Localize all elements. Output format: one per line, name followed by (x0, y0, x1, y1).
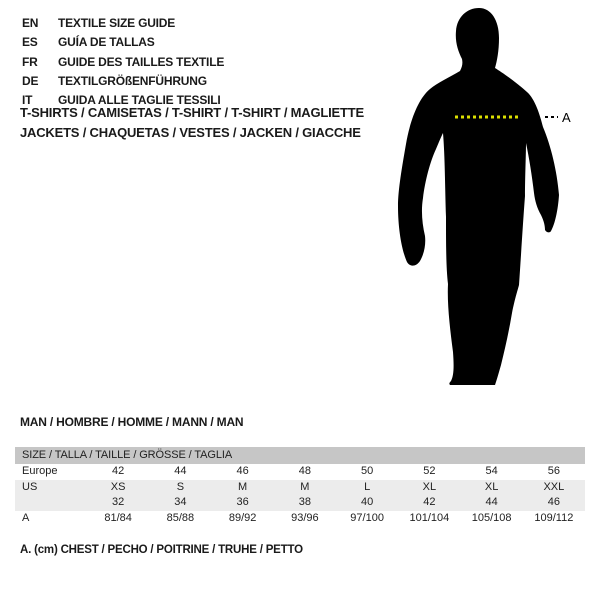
size-cell: 105/108 (471, 511, 512, 524)
size-cell: 54 (485, 465, 498, 477)
language-row (22, 33, 224, 52)
man-silhouette (398, 8, 559, 385)
language-label: GUÍA DE TALLAS (58, 35, 155, 50)
category-lines (20, 103, 364, 143)
row-label (15, 495, 87, 511)
size-cell: 44 (485, 496, 498, 508)
size-cell: XS (110, 480, 126, 493)
language-label: GUIDA ALLE TAGLIE TESSILI (58, 93, 221, 108)
chest-measure-label: A (562, 110, 571, 125)
size-cell: 81/84 (104, 511, 132, 524)
size-cell: 101/104 (409, 511, 450, 524)
size-cell: 109/112 (534, 511, 574, 524)
category-line: T-SHIRTS / CAMISETAS / T-SHIRT / T-SHIRT / MAGLIETTE (20, 105, 364, 120)
size-table-header: SIZE / TALLA / TAILLE / GRÖSSE / TAGLIA (15, 447, 585, 464)
language-code: EN (22, 16, 39, 30)
size-cell: 85/88 (166, 511, 195, 524)
size-cell: 46 (236, 465, 249, 477)
language-guide (22, 14, 224, 110)
size-cell: 34 (174, 496, 187, 508)
language-row (22, 72, 224, 91)
size-cell: 56 (547, 465, 560, 477)
row-label: A (22, 511, 30, 524)
size-cell: 89/92 (228, 511, 257, 524)
size-cell: L (364, 480, 371, 493)
size-table (15, 447, 585, 526)
size-table-body (15, 464, 585, 526)
size-cell: 93/96 (291, 511, 319, 524)
size-cell: 48 (298, 465, 311, 477)
size-cell: 44 (174, 465, 187, 477)
language-row (22, 53, 224, 72)
size-cell: 42 (112, 465, 125, 477)
size-cell: 42 (423, 496, 436, 508)
language-label: GUIDE DES TAILLES TEXTILE (58, 54, 225, 69)
size-cell: 50 (361, 465, 374, 477)
size-cell: M (238, 480, 248, 493)
language-code: DE (22, 73, 39, 88)
footnote-chest: A. (cm) CHEST / PECHO / POITRINE / TRUHE / PETTO (20, 544, 303, 556)
man-silhouette-figure (395, 4, 600, 388)
size-cell: S (176, 480, 185, 493)
category-line: JACKETS / CHAQUETAS / VESTES / JACKEN / GIACCHE (20, 125, 361, 140)
size-cell: XL (484, 480, 499, 493)
language-code: IT (22, 93, 33, 108)
section-title-man: MAN / HOMBRE / HOMME / MANN / MAN (20, 415, 244, 429)
size-cell: 52 (423, 465, 436, 477)
table-row (15, 511, 585, 527)
language-row (22, 14, 224, 33)
table-row (15, 464, 585, 480)
language-label: TEXTILGRÖßENFÜHRUNG (58, 73, 207, 88)
size-cell: XL (422, 480, 437, 493)
size-table-grid (15, 464, 585, 526)
size-cell: 46 (547, 496, 560, 508)
size-cell: 97/100 (350, 511, 384, 524)
row-label: US (22, 480, 38, 493)
size-cell: 38 (298, 496, 311, 508)
size-cell: 40 (361, 496, 374, 508)
size-cell: 36 (236, 496, 249, 508)
size-cell: 32 (112, 496, 125, 508)
language-label: TEXTILE SIZE GUIDE (58, 16, 176, 30)
language-code: FR (22, 54, 38, 69)
table-row (15, 480, 585, 496)
row-label: Europe (22, 465, 58, 477)
language-code: ES (22, 35, 38, 50)
table-row (15, 495, 585, 511)
size-cell: XXL (543, 480, 565, 493)
size-cell: M (300, 480, 310, 493)
